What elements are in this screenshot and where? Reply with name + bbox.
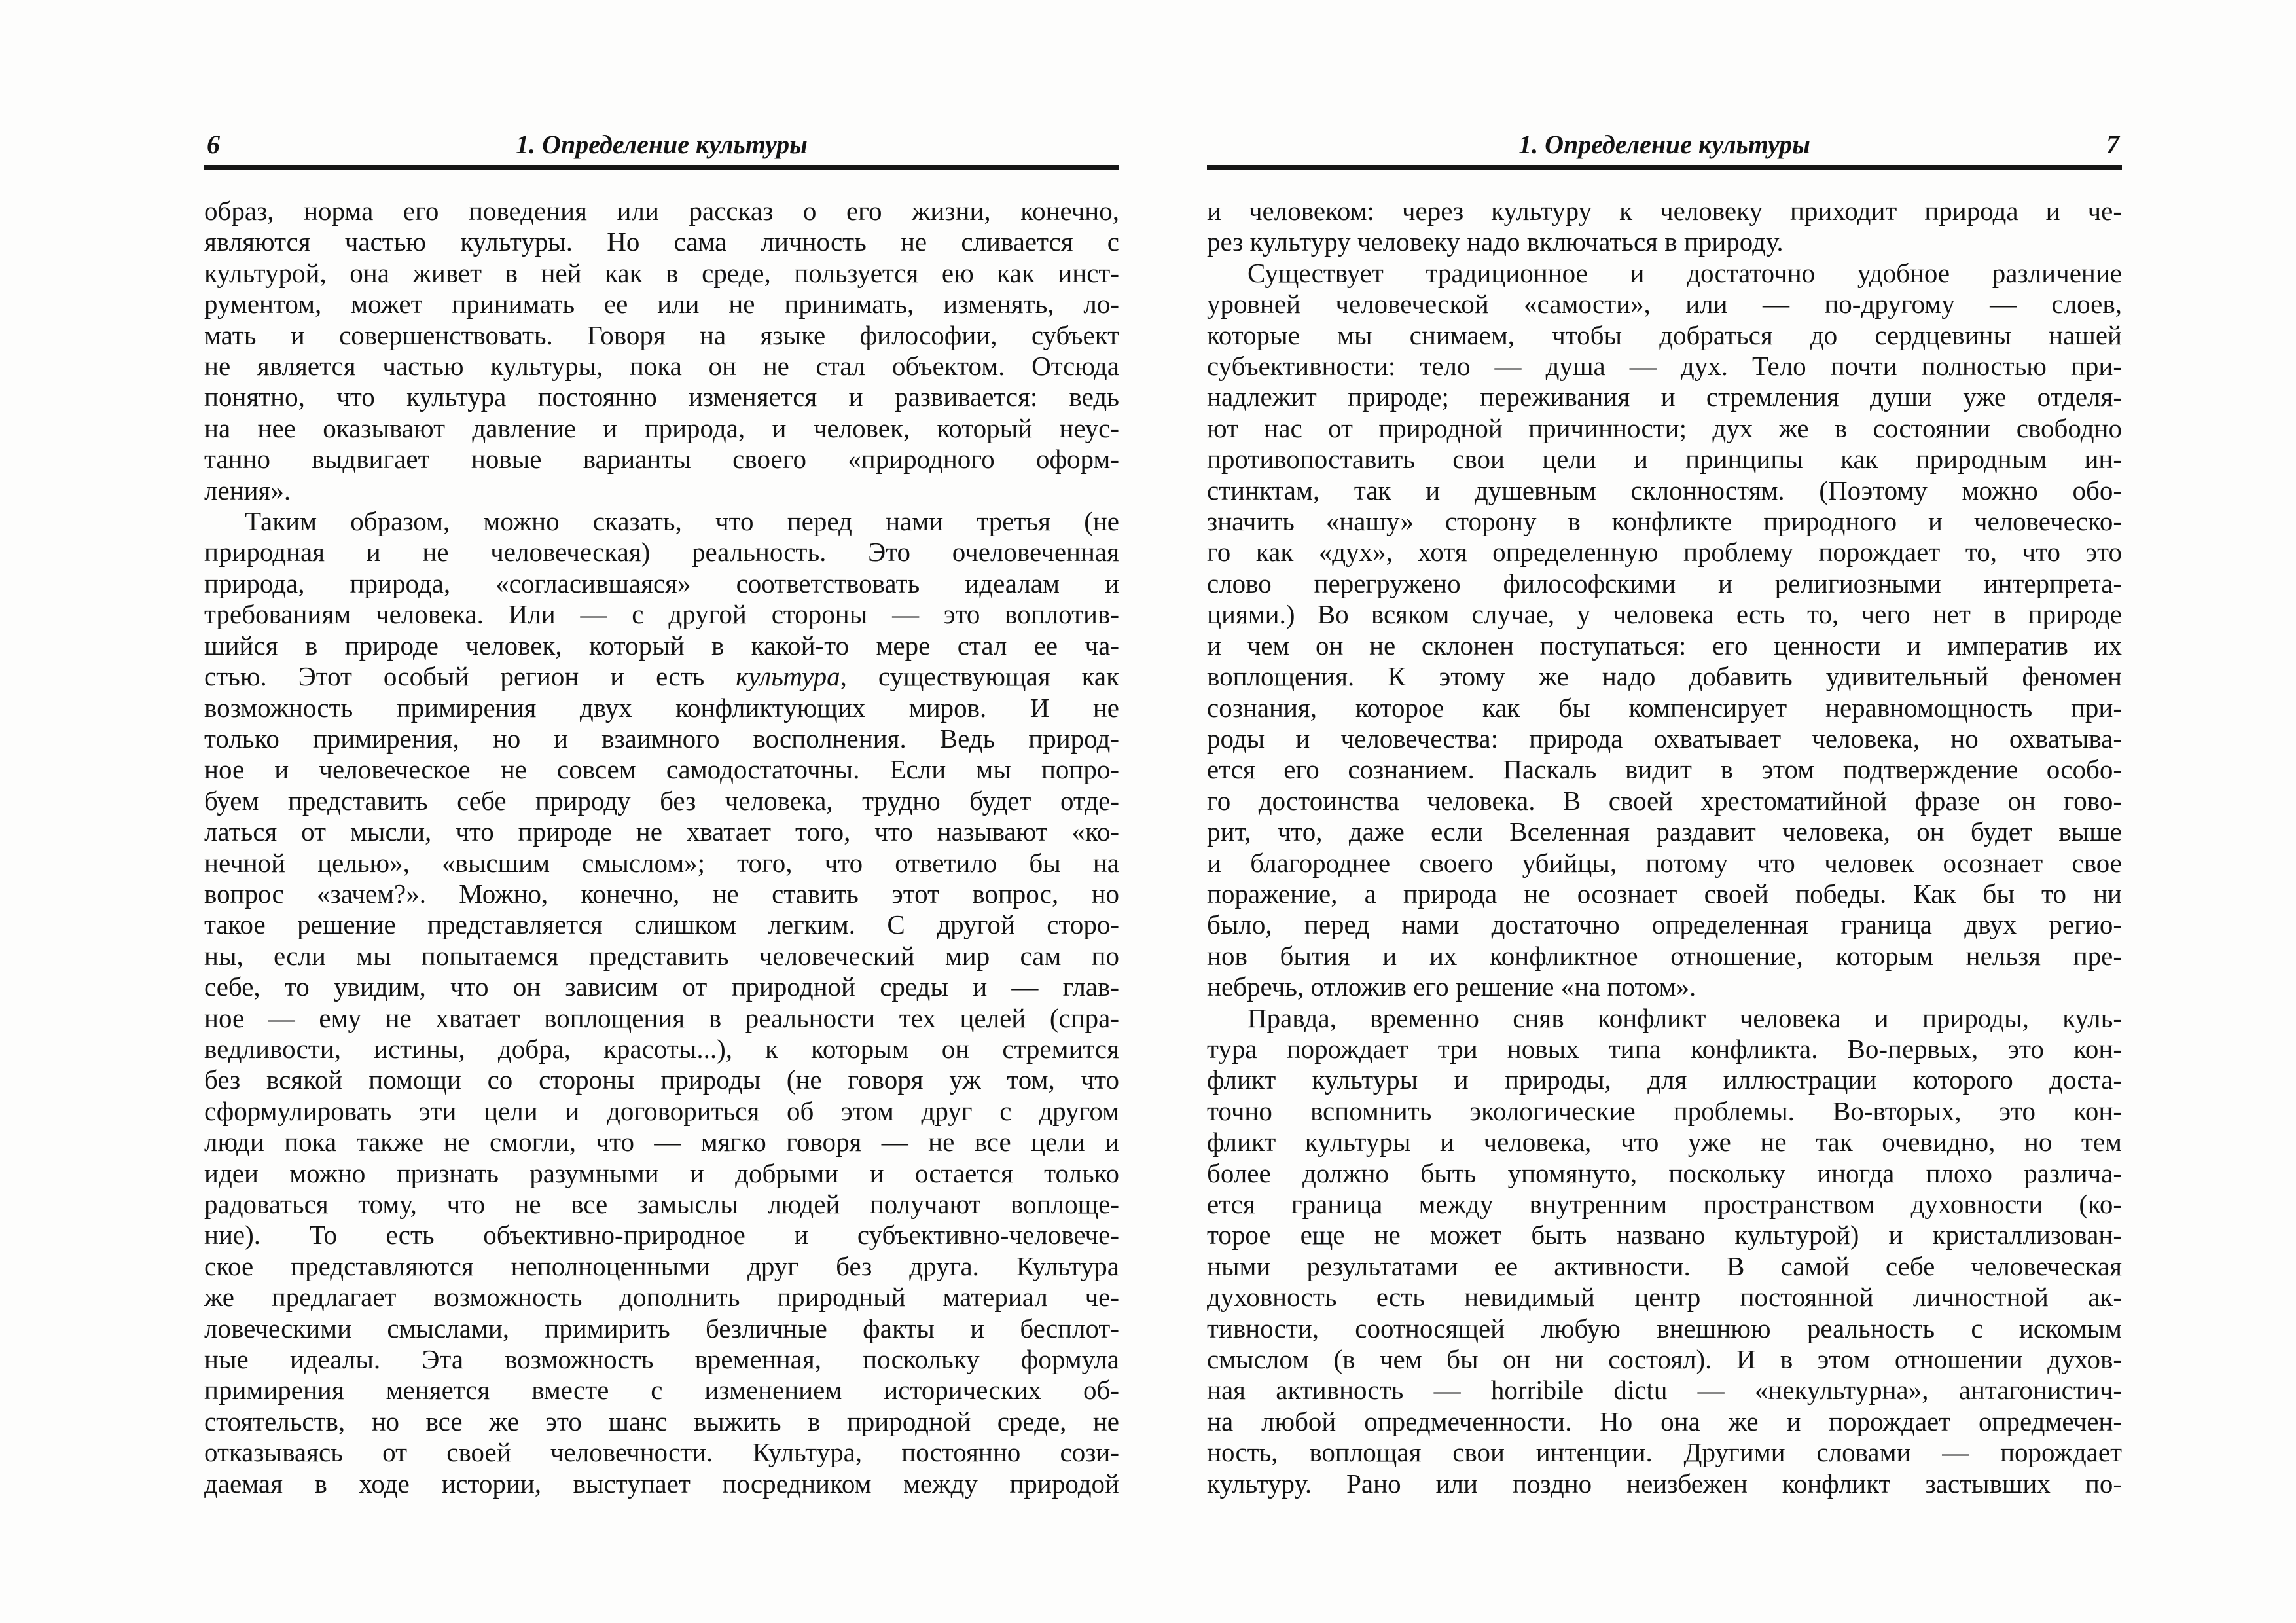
text-line: латься от мысли, что природе не хватает того, что называют «ко- [204,816,1119,847]
text-line: шийся в природе человек, который в какой-то мере стал ее ча- [204,630,1119,661]
text-line: на любой опредмеченности. Но она же и порождает опредмечен- [1207,1406,2122,1436]
text-line: примирения меняется вместе с изменением исторических об- [204,1375,1119,1406]
text-line: ведливости, истины, добра, красоты...), к которым он стремится [204,1033,1119,1064]
text-run: , существующая как [840,661,1119,692]
text-line: ние). То есть объективно-природное и субъективно-человече- [204,1220,1119,1250]
text-run: стью. Этот особый регион и есть [204,661,736,692]
text-line: радоваться тому, что не все замыслы людей получают воплоще- [204,1189,1119,1219]
text-line: более должно быть упомянуто, поскольку иногда плохо различа- [1207,1158,2122,1188]
running-title-right: 1. Определение культуры [1518,130,1810,159]
page-number-left: 6 [207,130,220,159]
text-line: уровней человеческой «самости», или — по-другому — слоев, [1207,289,2122,319]
text-line: сформулировать эти цели и договориться об этом друг с другом [204,1095,1119,1126]
paragraph [204,196,1119,506]
page-header-left [204,130,1119,160]
text-line: поражение, а природа не осознает своей победы. Как бы то ни [1207,878,2122,909]
text-line: и человеком: через культуру к человеку приходит природа и че- [1207,196,2122,226]
page-number-right: 7 [2106,130,2119,159]
text-line: же предлагает возможность дополнить природный материал че- [204,1282,1119,1313]
text-line: вопрос «зачем?». Можно, конечно, не ставить этот вопрос, но [204,878,1119,909]
text-line: и чем он не склонен поступаться: его ценности и императив их [1207,630,2122,661]
text-line: Правда, временно сняв конфликт человека и природы, куль- [1247,1002,2122,1033]
text-line: тура порождает три новых типа конфликта. Во-первых, это кон- [1207,1033,2122,1064]
text-column-left [204,196,1119,1499]
text-line: являются частью культуры. Но сама личность не сливается с [204,227,1119,257]
text-line: отказываясь от своей человечности. Культура, постоянно сози- [204,1437,1119,1468]
text-line: ные идеалы. Эта возможность временная, поскольку формула [204,1344,1119,1375]
page-right [1207,130,2122,1499]
text-line: ют нас от природной причинности; дух же в состоянии свободно [1207,412,2122,443]
text-line: без всякой помощи со стороны природы (не говоря уж том, что [204,1065,1119,1095]
text-line: фликт культуры и природы, для иллюстрации которого доста- [1207,1065,2122,1095]
text-line: небречь, отложив его решение «на потом». [1207,972,1696,1002]
text-line: значить «нашу» сторону в конфликте природного и человеческо- [1207,506,2122,537]
text-line: ется его сознанием. Паскаль видит в этом подтверждение особо- [1207,754,2122,785]
text-line: которые мы снимаем, чтобы добраться до сердцевины нашей [1207,319,2122,350]
text-line: люди пока также не смогли, что — мягко говоря — не все цели и [204,1127,1119,1158]
text-line: сознания, которое как бы компенсирует неравномощность при- [1207,692,2122,723]
text-line: образ, норма его поведения или рассказ о его жизни, конечно, [204,196,1119,226]
text-line: ное и человеческое не совсем самодостаточны. Если мы попро- [204,754,1119,785]
text-line: рез культуру человеку надо включаться в природу. [1207,227,1784,257]
text-line: культурой, она живет в ней как в среде, пользуется ею как инст- [204,257,1119,288]
text-line: себе, то увидим, что он зависим от природной среды и — глав- [204,972,1119,1002]
text-line: Существует традиционное и достаточно удобное различение [1247,257,2122,288]
italic-term: культура [736,661,840,692]
text-line: точно вспомнить экологические проблемы. Во-вторых, это кон- [1207,1095,2122,1126]
text-line: идеи можно признать разумными и добрыми и остается только [204,1158,1119,1188]
text-line: фликт культуры и человека, что уже не так очевидно, но тем [1207,1127,2122,1158]
text-line: надлежит природе; переживания и стремления души уже отделя- [1207,382,2122,412]
text-line: нов бытия и их конфликтное отношение, которым нельзя пре- [1207,940,2122,971]
text-line: противопоставить свои цели и принципы как природным ин- [1207,444,2122,475]
text-line: было, перед нами достаточно определенная граница двух регио- [1207,909,2122,940]
text-line: нечной целью», «высшим смыслом»; того, что ответило бы на [204,847,1119,878]
text-line: торое еще не может быть названо культурой) и кристаллизован- [1207,1220,2122,1250]
paragraph [1207,1003,2122,1500]
text-line: буем представить себе природу без человека, трудно будет отде- [204,785,1119,816]
text-line: роды и человечества: природа охватывает человека, но охватыва- [1207,723,2122,754]
text-line [204,661,1119,692]
text-line: стоятельств, но все же это шанс выжить в природной среде, не [204,1406,1119,1436]
text-line: ная активность — horribile dictu — «некультурна», антагонистич- [1207,1375,2122,1406]
text-line: ское представляются неполноценными друг без друга. Культура [204,1250,1119,1281]
text-line: рит, что, даже если Вселенная раздавит человека, он будет выше [1207,816,2122,847]
text-line: природная и не человеческая) реальность. Это очеловеченная [204,537,1119,568]
text-line: Таким образом, можно сказать, что перед нами третья (не [245,506,1119,537]
text-line: даемая в ходе истории, выступает посредником между природой [204,1468,1119,1499]
text-line: ется граница между внутренним пространством духовности (ко- [1207,1189,2122,1219]
text-line: не является частью культуры, пока он не стал объектом. Отсюда [204,351,1119,382]
text-line: воплощения. К этому же надо добавить удивительный феномен [1207,661,2122,692]
page-left [204,130,1119,1499]
text-line: слово перегружено философскими и религиозными интерпрета- [1207,568,2122,598]
text-line: го как «дух», хотя определенную проблему порождает то, что это [1207,537,2122,568]
text-line: циями.) Во всяком случае, у человека есть то, чего нет в природе [1207,599,2122,630]
page-header-right [1207,130,2122,160]
text-line: танно выдвигает новые варианты своего «природного оформ- [204,444,1119,475]
text-line: тивности, соотносящей любую внешнюю реальность с искомым [1207,1313,2122,1343]
text-line: духовность есть невидимый центр постоянной личностной ак- [1207,1282,2122,1313]
paragraph [204,506,1119,1499]
text-line: ловеческими смыслами, примирить безличные факты и бесплот- [204,1313,1119,1343]
text-column-right [1207,196,2122,1499]
text-line: ное — ему не хватает воплощения в реальности тех целей (спра- [204,1002,1119,1033]
header-rule-left [204,165,1119,170]
text-line: субъективности: тело — душа — дух. Тело почти полностью при- [1207,351,2122,382]
paragraph [1207,196,2122,258]
header-rule-right [1207,165,2122,170]
text-line: ны, если мы попытаемся представить человеческий мир сам по [204,940,1119,971]
text-line: и благороднее своего убийцы, потому что человек осознает свое [1207,847,2122,878]
text-line: го достоинства человека. В своей хрестоматийной фразе он гово- [1207,785,2122,816]
text-line: ными результатами ее активности. В самой себе человеческая [1207,1250,2122,1281]
text-line: такое решение представляется слишком легким. С другой сторо- [204,909,1119,940]
text-line: рументом, может принимать ее или не принимать, изменять, ло- [204,289,1119,319]
running-title-left: 1. Определение культуры [516,130,808,159]
text-line: смыслом (в чем бы он ни состоял). И в этом отношении духов- [1207,1344,2122,1375]
text-line: на нее оказывают давление и природа, и человек, который неус- [204,412,1119,443]
text-line: мать и совершенствовать. Говоря на языке философии, субъект [204,319,1119,350]
text-line: ления». [204,475,291,505]
paragraph [1207,258,2122,1003]
text-line: возможность примирения двух конфликтующих миров. И не [204,692,1119,723]
text-line: понятно, что культура постоянно изменяется и развивается: ведь [204,382,1119,412]
text-line: стинктам, так и душевным склонностям. (Поэтому можно обо- [1207,475,2122,505]
text-line: требованиям человека. Или — с другой стороны — это воплотив- [204,599,1119,630]
text-line: культуру. Рано или поздно неизбежен конфликт застывших по- [1207,1468,2122,1499]
text-line: ность, воплощая свои интенции. Другими словами — порождает [1207,1437,2122,1468]
text-line: природа, природа, «согласившаяся» соответствовать идеалам и [204,568,1119,598]
text-line: только примирения, но и взаимного восполнения. Ведь природ- [204,723,1119,754]
